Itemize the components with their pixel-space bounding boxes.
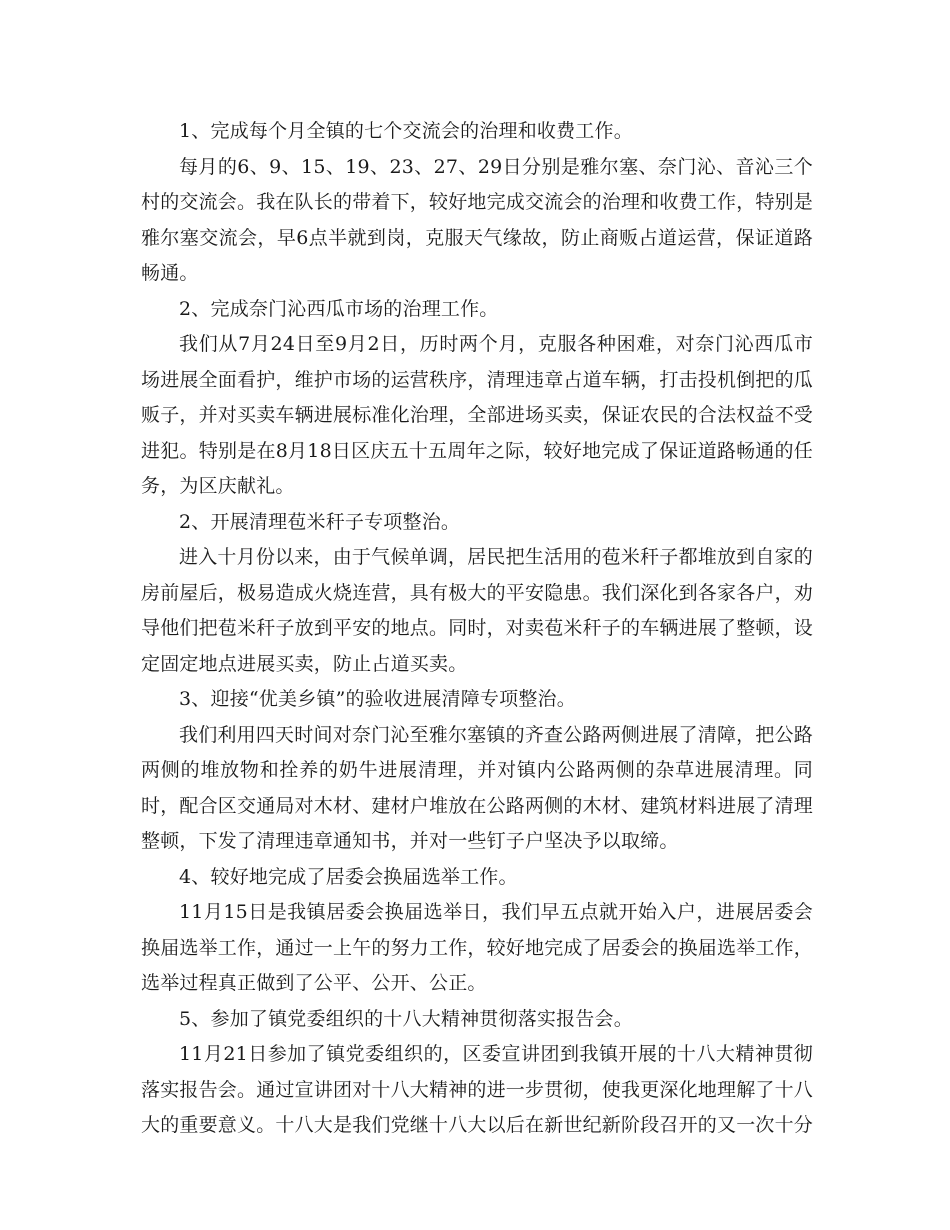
paragraph-corn-stalks: 进入十月份以来，由于气候单调，居民把生活用的苞米秆子都堆放到自家的房前屋后，极易造成火烧连营，具有极大的平安隐患。我们深化到各家各户，劝导他们把苞米秆子放到平安的地点。同时，对卖苞米秆子的车辆进展了整顿，设定固定地点进展买卖，防止占道买卖。	[141, 546, 814, 675]
paragraph-exchange-fairs: 每月的6、9、15、19、23、27、29日分别是雅尔塞、奈门沁、音沁三个村的交流会。我在队长的带着下，较好地完成交流会的治理和收费工作，特别是雅尔塞交流会，早6点半就到岗，克服天气缘故，防止商贩占道运营，保证道路畅通。	[141, 155, 814, 284]
paragraph-road-clearing: 我们利用四天时间对奈门沁至雅尔塞镇的齐查公路两侧进展了清障，把公路两侧的堆放物和拴养的奶牛进展清理，并对镇内公路两侧的杂草进展清理。同时，配合区交通局对木材、建材户堆放在公路两侧的木材、建筑材料进展了清理整顿，下发了清理违章通知书，并对一些钉子户坚决予以取缔。	[141, 723, 814, 852]
heading-item-2-watermelon-market: 2、完成奈门沁西瓜市场的治理工作。	[179, 297, 499, 320]
heading-item-5: 5、参加了镇党委组织的十八大精神贯彻落实报告会。	[179, 1007, 633, 1030]
paragraph-election: 11月15日是我镇居委会换届选举日，我们早五点就开始入户，进展居委会换届选举工作，通过一上午的努力工作，较好地完成了居委会的换届选举工作，选举过程真正做到了公平、公开、公正。	[141, 901, 814, 994]
document-body	[141, 114, 813, 1144]
heading-item-1: 1、完成每个月全镇的七个交流会的治理和收费工作。	[179, 120, 633, 142]
heading-item-2-corn-stalks: 2、开展清理苞米秆子专项整治。	[179, 510, 461, 533]
heading-item-4: 4、较好地完成了居委会换届选举工作。	[179, 865, 518, 888]
heading-item-3: 3、迎接“优美乡镇”的验收进展清障专项整治。	[179, 688, 576, 710]
paragraph-report-meeting: 11月21日参加了镇党委组织的，区委宣讲团到我镇开展的十八大精神贯彻落实报告会。通过宣讲团对十八大精神的进一步贯彻，使我更深化地理解了十八大的重要意义。十八大是我们党继十八大以后在新世纪新阶段召开的又一次十分	[141, 1043, 814, 1136]
paragraph-watermelon-market: 我们从7月24日至9月2日，历时两个月，克服各种困难，对奈门沁西瓜市场进展全面看护，维护市场的运营秩序，清理违章占道车辆，打击投机倒把的瓜贩子，并对买卖车辆进展标准化治理，全部进场买卖，保证农民的合法权益不受进犯。特别是在8月18日区庆五十五周年之际，较好地完成了保证道路畅通的任务，为区庆献礼。	[141, 333, 814, 497]
